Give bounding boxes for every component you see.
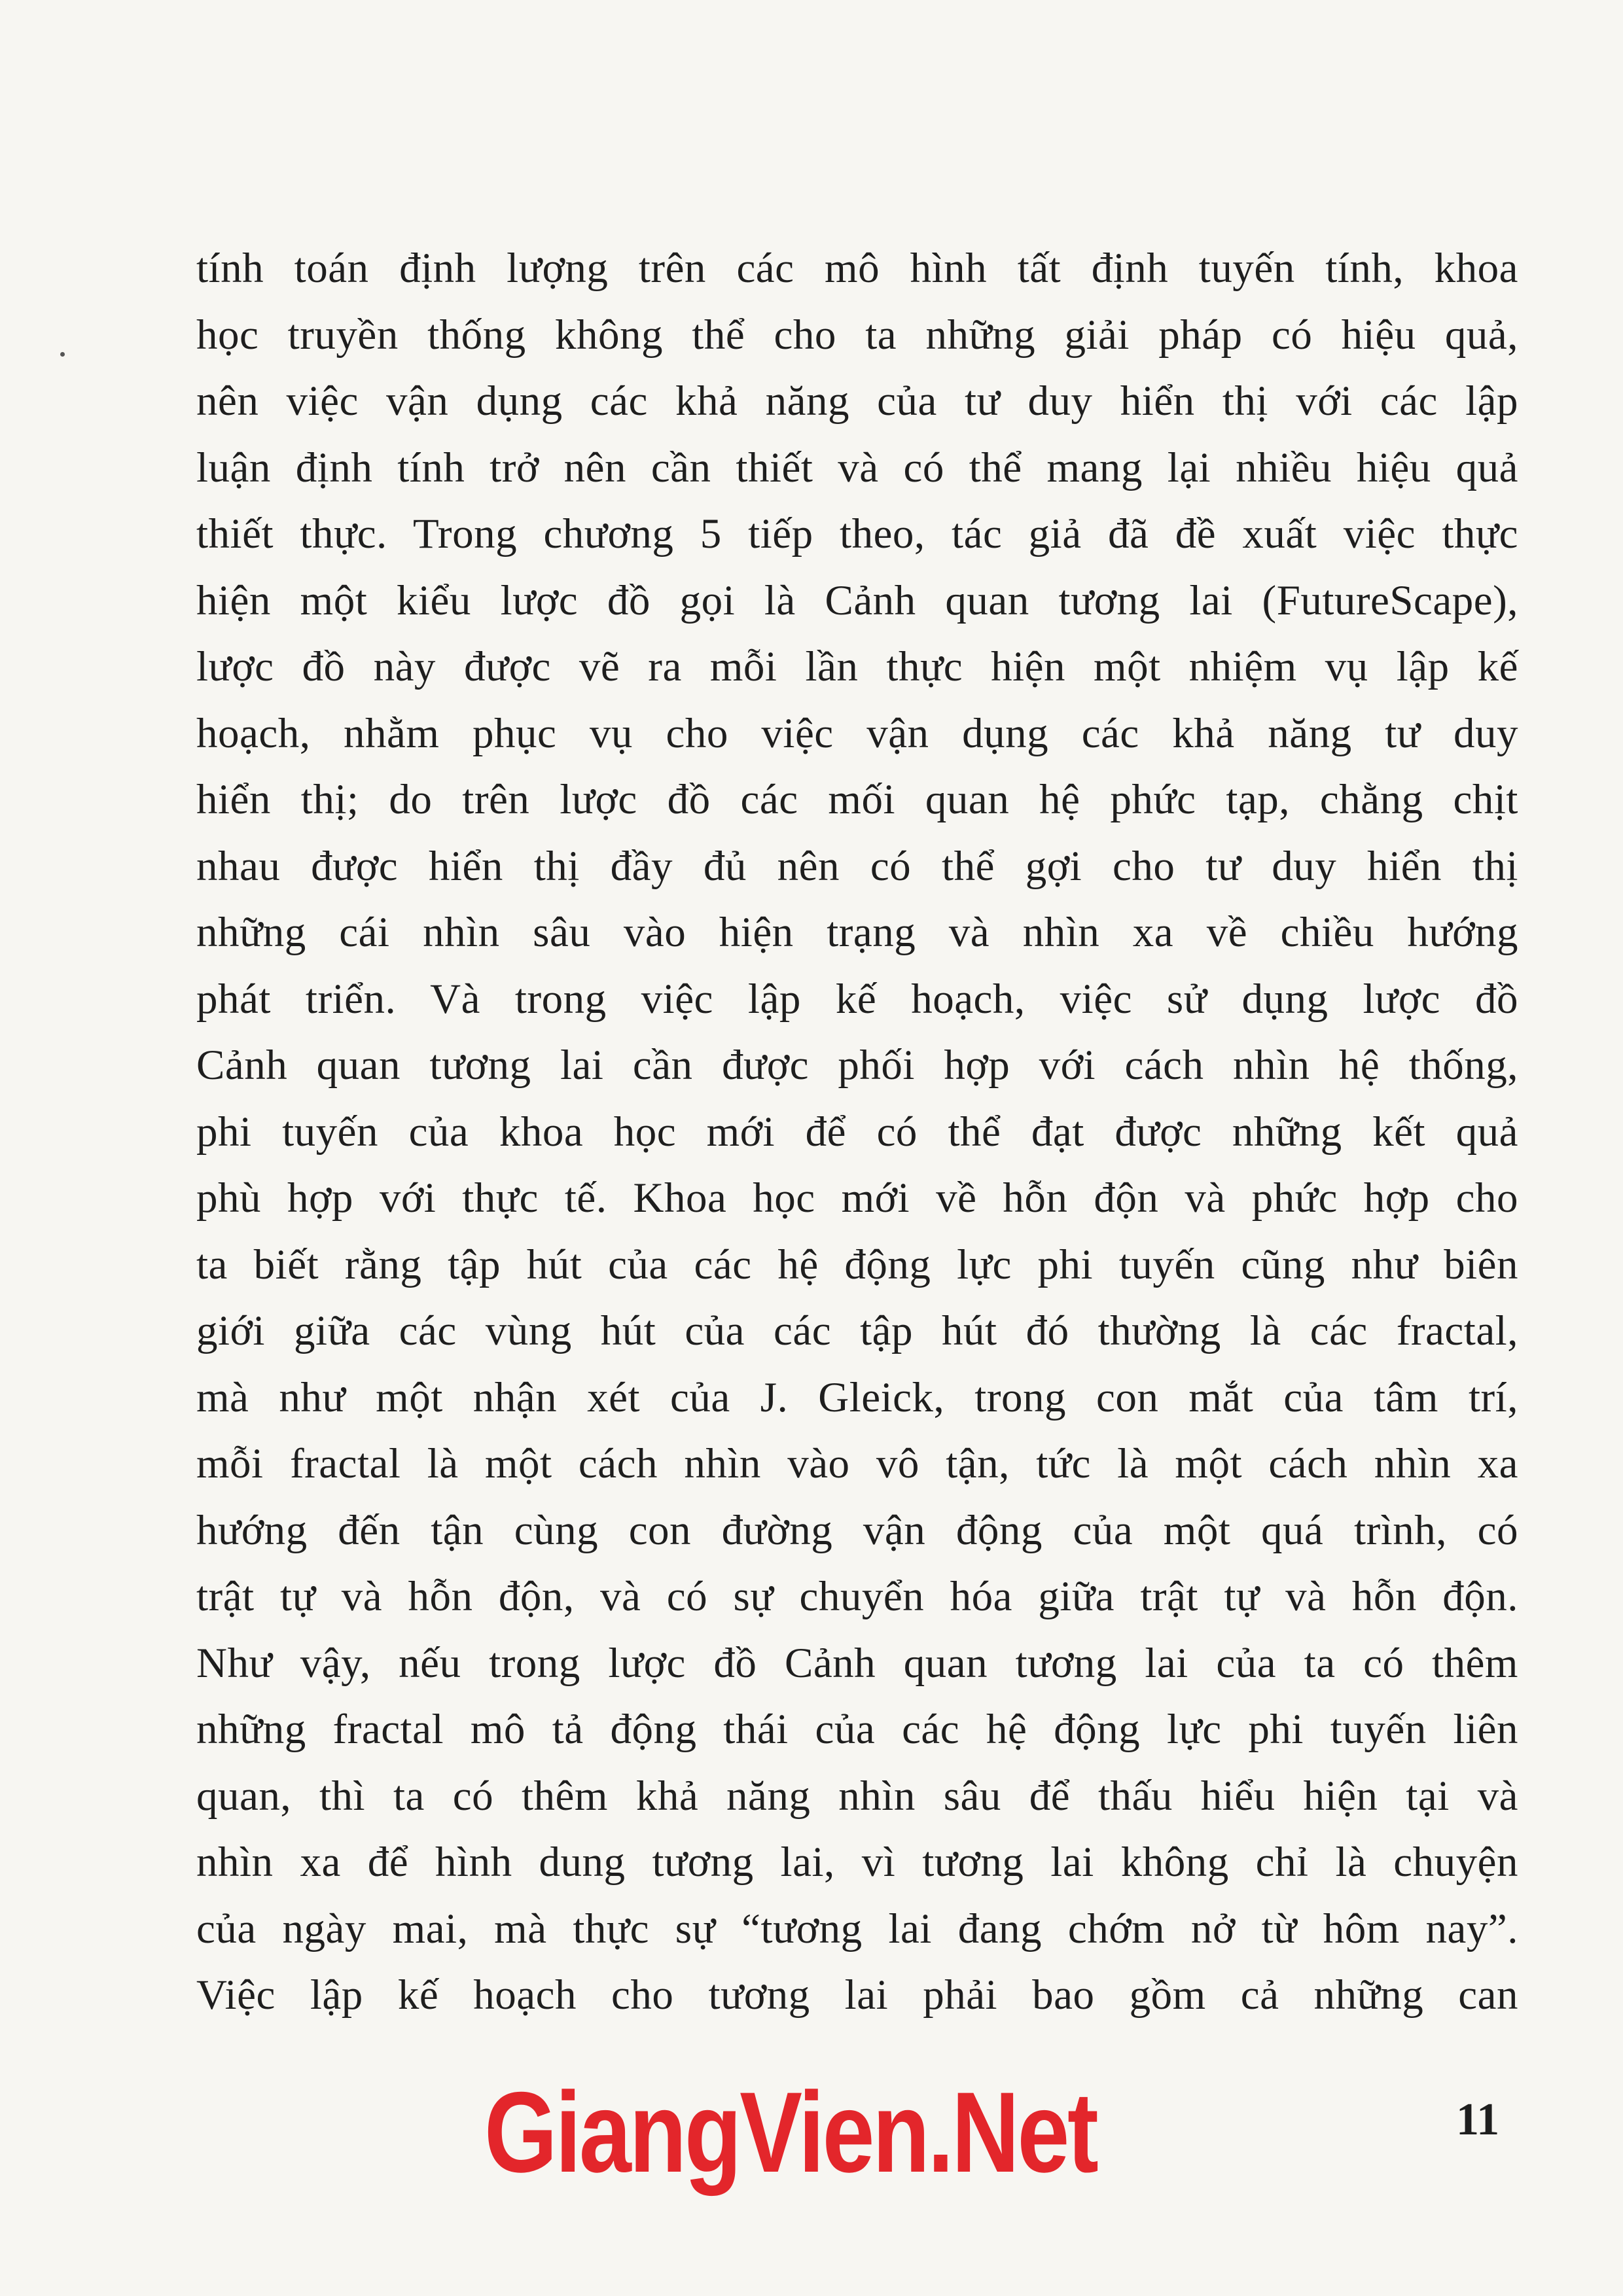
text-line: phù hợp với thực tế. Khoa học mới về hỗn độn và phức hợp cho [196, 1174, 1518, 1222]
text-line: của ngày mai, mà thực sự “tương lai đang chớm nở từ hôm nay”. [196, 1905, 1518, 1952]
watermark-logo: GiangVien.Net [484, 2069, 1097, 2197]
text-line: hướng đến tận cùng con đường vận động của một quá trình, có [196, 1506, 1518, 1554]
text-line: nhìn xa để hình dung tương lai, vì tương lai không chỉ là chuyện [196, 1839, 1518, 1886]
text-line: phát triển. Và trong việc lập kế hoạch, việc sử dụng lược đồ [196, 975, 1518, 1023]
text-line: Như vậy, nếu trong lược đồ Cảnh quan tương lai của ta có thêm [196, 1639, 1518, 1687]
text-line: mỗi fractal là một cách nhìn vào vô tận, tức là một cách nhìn xa [196, 1440, 1518, 1487]
text-line: Việc lập kế hoạch cho tương lai phải bao gồm cả những can [196, 1971, 1518, 2019]
page-footer [0, 2061, 1623, 2205]
text-line: hiển thị; do trên lược đồ các mối quan hệ phức tạp, chằng chịt [196, 776, 1518, 823]
page-number: 11 [1456, 2094, 1500, 2145]
text-line: giới giữa các vùng hút của các tập hút đó thường là các fractal, [196, 1307, 1518, 1354]
text-line: quan, thì ta có thêm khả năng nhìn sâu để thấu hiểu hiện tại và [196, 1772, 1518, 1820]
text-line: tính toán định lượng trên các mô hình tất định tuyến tính, khoa [196, 245, 1518, 292]
text-line: hoạch, nhằm phục vụ cho việc vận dụng các khả năng tư duy [196, 709, 1518, 757]
text-line: Cảnh quan tương lai cần được phối hợp với cách nhìn hệ thống, [196, 1042, 1518, 1089]
text-line: hiện một kiểu lược đồ gọi là Cảnh quan tương lai (FutureScape), [196, 576, 1518, 624]
text-line: mà như một nhận xét của J. Gleick, trong con mắt của tâm trí, [196, 1373, 1518, 1421]
text-line: những fractal mô tả động thái của các hệ động lực phi tuyến liên [196, 1706, 1518, 1753]
text-line: ta biết rằng tập hút của các hệ động lực phi tuyến cũng như biên [196, 1241, 1518, 1288]
text-line: luận định tính trở nên cần thiết và có thể mang lại nhiều hiệu quả [196, 444, 1518, 491]
body-paragraph [196, 236, 1518, 2029]
text-line: trật tự và hỗn độn, và có sự chuyển hóa giữa trật tự và hỗn độn. [196, 1573, 1518, 1620]
text-line: nên việc vận dụng các khả năng của tư duy hiển thị với các lập [196, 378, 1518, 425]
text-line: học truyền thống không thể cho ta những giải pháp có hiệu quả, [196, 311, 1518, 359]
text-line: nhau được hiển thị đầy đủ nên có thể gợi cho tư duy hiển thị [196, 842, 1518, 890]
scan-speck [60, 352, 65, 357]
text-line: những cái nhìn sâu vào hiện trạng và nhìn xa về chiều hướng [196, 909, 1518, 956]
text-line: phi tuyến của khoa học mới để có thể đạt được những kết quả [196, 1108, 1518, 1156]
text-line: lược đồ này được vẽ ra mỗi lần thực hiện một nhiệm vụ lập kế [196, 643, 1518, 690]
text-line: thiết thực. Trong chương 5 tiếp theo, tác giả đã đề xuất việc thực [196, 510, 1518, 557]
